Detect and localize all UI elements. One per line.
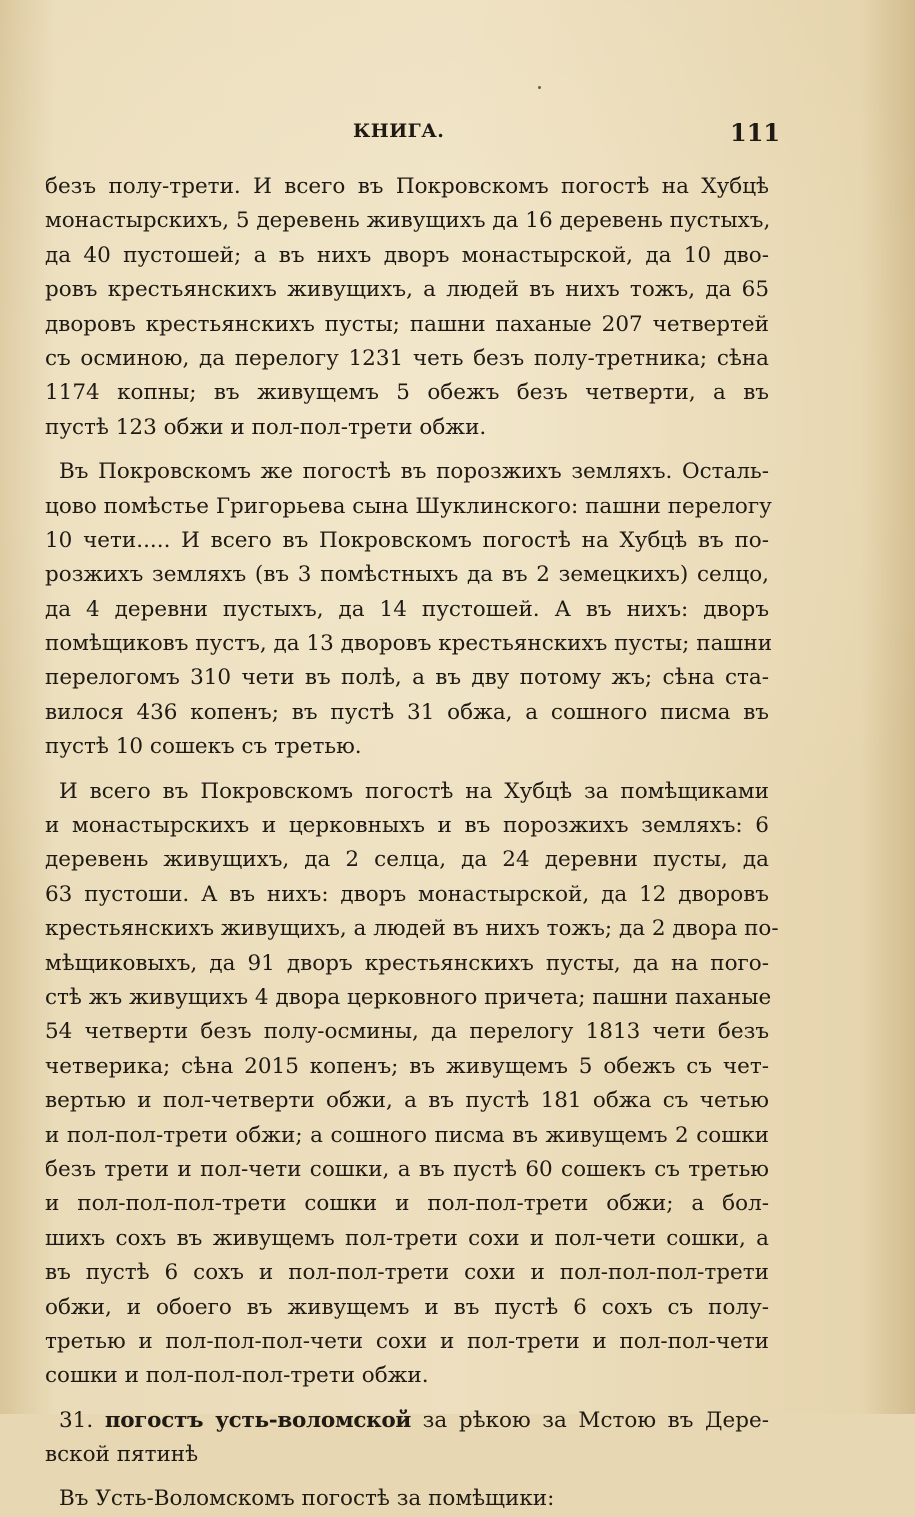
paragraph-5 — [45, 1482, 769, 1516]
text-line: и пол-пол-пол-трети сошки и пол-пол-трети обжи; а бол- — [45, 1191, 769, 1217]
text-line: цово помѣстье Григорьева сына Шуклинского: пашни перелогу — [45, 493, 772, 519]
paragraph-gap — [45, 765, 769, 775]
text-line — [45, 1404, 769, 1438]
text-line: вской пятинѣ — [45, 1442, 199, 1468]
text-line: И всего въ Покровскомъ погостѣ на Хубцѣ за помѣщиками — [59, 778, 769, 804]
text-line: третью и пол-пол-пол-чети сохи и пол-трети и пол-пол-чети — [45, 1328, 769, 1354]
text-line: розжихъ земляхъ (въ 3 помѣстныхъ да въ 2 земецкихъ) селцо, — [45, 562, 769, 588]
section-title-rest: за рѣкою за Мстою въ Дере- — [422, 1407, 770, 1433]
text-line: пустѣ 123 обжи и пол-пол-трети обжи. — [45, 414, 487, 440]
text-line: безъ полу-трети. И всего въ Покровскомъ погостѣ на Хубцѣ — [45, 174, 769, 199]
ink-speck — [538, 86, 541, 89]
text-line: помѣщиковъ пустъ, да 13 дворовъ крестьянскихъ пусты; пашни — [45, 631, 773, 657]
section-number: 31. — [59, 1407, 94, 1433]
text-line: и монастырскихъ и церковныхъ и въ порозжихъ земляхъ: 6 — [45, 813, 769, 839]
text-line: Въ Усть-Воломскомъ погостѣ за помѣщики: — [59, 1486, 555, 1512]
text-line: 54 четверти безъ полу-осмины, да перелогу 1813 чети безъ — [45, 1019, 769, 1045]
text-line: дворовъ крестьянскихъ пусты; пашни паханые 207 четвертей — [45, 311, 769, 337]
text-line: вилося 436 копенъ; въ пустѣ 31 обжа, а сошного писма въ — [45, 699, 769, 725]
text-line: сошки и пол-пол-пол-трети обжи. — [45, 1363, 429, 1389]
paragraph-gap — [45, 1394, 769, 1404]
text-line: шихъ сохъ въ живущемъ пол-трети сохи и пол-чети сошки, а — [45, 1225, 769, 1251]
text-line: 10 чети..... И всего въ Покровскомъ погостѣ на Хубцѣ въ по- — [45, 527, 769, 553]
text-line: четверика; сѣна 2015 копенъ; въ живущемъ 5 обежъ съ чет- — [45, 1053, 769, 1079]
text-line: обжи, и обоего въ живущемъ и въ пустѣ 6 сохъ съ полу- — [45, 1294, 769, 1320]
text-line: и пол-пол-трети обжи; а сошного писма въ живущемъ 2 сошки — [45, 1122, 769, 1148]
body-text — [45, 170, 779, 1517]
text-line: 63 пустоши. А въ нихъ: дворъ монастырской, да 12 дворовъ — [45, 881, 769, 907]
paragraph-1 — [45, 170, 769, 445]
text-line: монастырскихъ, 5 деревень живущихъ да 16 деревень пустыхъ, — [45, 208, 771, 234]
text-line: 1174 копны; въ живущемъ 5 обежъ безъ четверти, а въ — [45, 380, 769, 406]
paragraph-gap — [45, 445, 769, 455]
text-line: пустѣ 10 сошекъ съ третью. — [45, 734, 362, 760]
paragraph-2 — [45, 455, 773, 765]
text-line: стѣ жъ живущихъ 4 двора церковного причета; пашни паханые — [45, 984, 772, 1010]
paragraph-gap — [45, 1472, 769, 1482]
running-title: КНИГА. — [353, 120, 445, 142]
text-line: въ пустѣ 6 сохъ и пол-пол-трети сохи и пол-пол-пол-трети — [45, 1260, 769, 1286]
text-line: безъ трети и пол-чети сошки, а въ пустѣ 60 сошекъ съ третью — [45, 1156, 769, 1182]
paragraph-3 — [45, 775, 779, 1394]
page-header — [0, 120, 915, 150]
text-line: деревень живущихъ, да 2 селца, да 24 деревни пусты, да — [45, 847, 769, 873]
text-line: Въ Покровскомъ же погостѣ въ порозжихъ земляхъ. Осталь- — [59, 459, 769, 485]
text-line: мѣщиковыхъ, да 91 дворъ крестьянскихъ пусты, да на пого- — [45, 950, 769, 976]
page-number: 111 — [730, 118, 781, 147]
text-line: съ осминою, да перелогу 1231 четь безъ полу-третника; сѣна — [45, 345, 769, 371]
text-line: крестьянскихъ живущихъ, а людей въ нихъ тожъ; да 2 двора по- — [45, 916, 779, 942]
text-line: ровъ крестьянскихъ живущихъ, а людей въ нихъ тожъ, да 65 — [45, 277, 769, 303]
text-line: да 40 пустошей; а въ нихъ дворъ монастырской, да 10 дво- — [45, 242, 769, 268]
text-line: да 4 деревни пустыхъ, да 14 пустошей. А въ нихъ: дворъ — [45, 596, 769, 622]
text-line: вертью и пол-четверти обжи, а въ пустѣ 181 обжа съ четью — [45, 1088, 769, 1114]
text-line: перелогомъ 310 чети въ полѣ, а въ дву потому жъ; сѣна ста- — [45, 665, 769, 691]
section-title: погостъ усть-воломской — [104, 1407, 412, 1433]
